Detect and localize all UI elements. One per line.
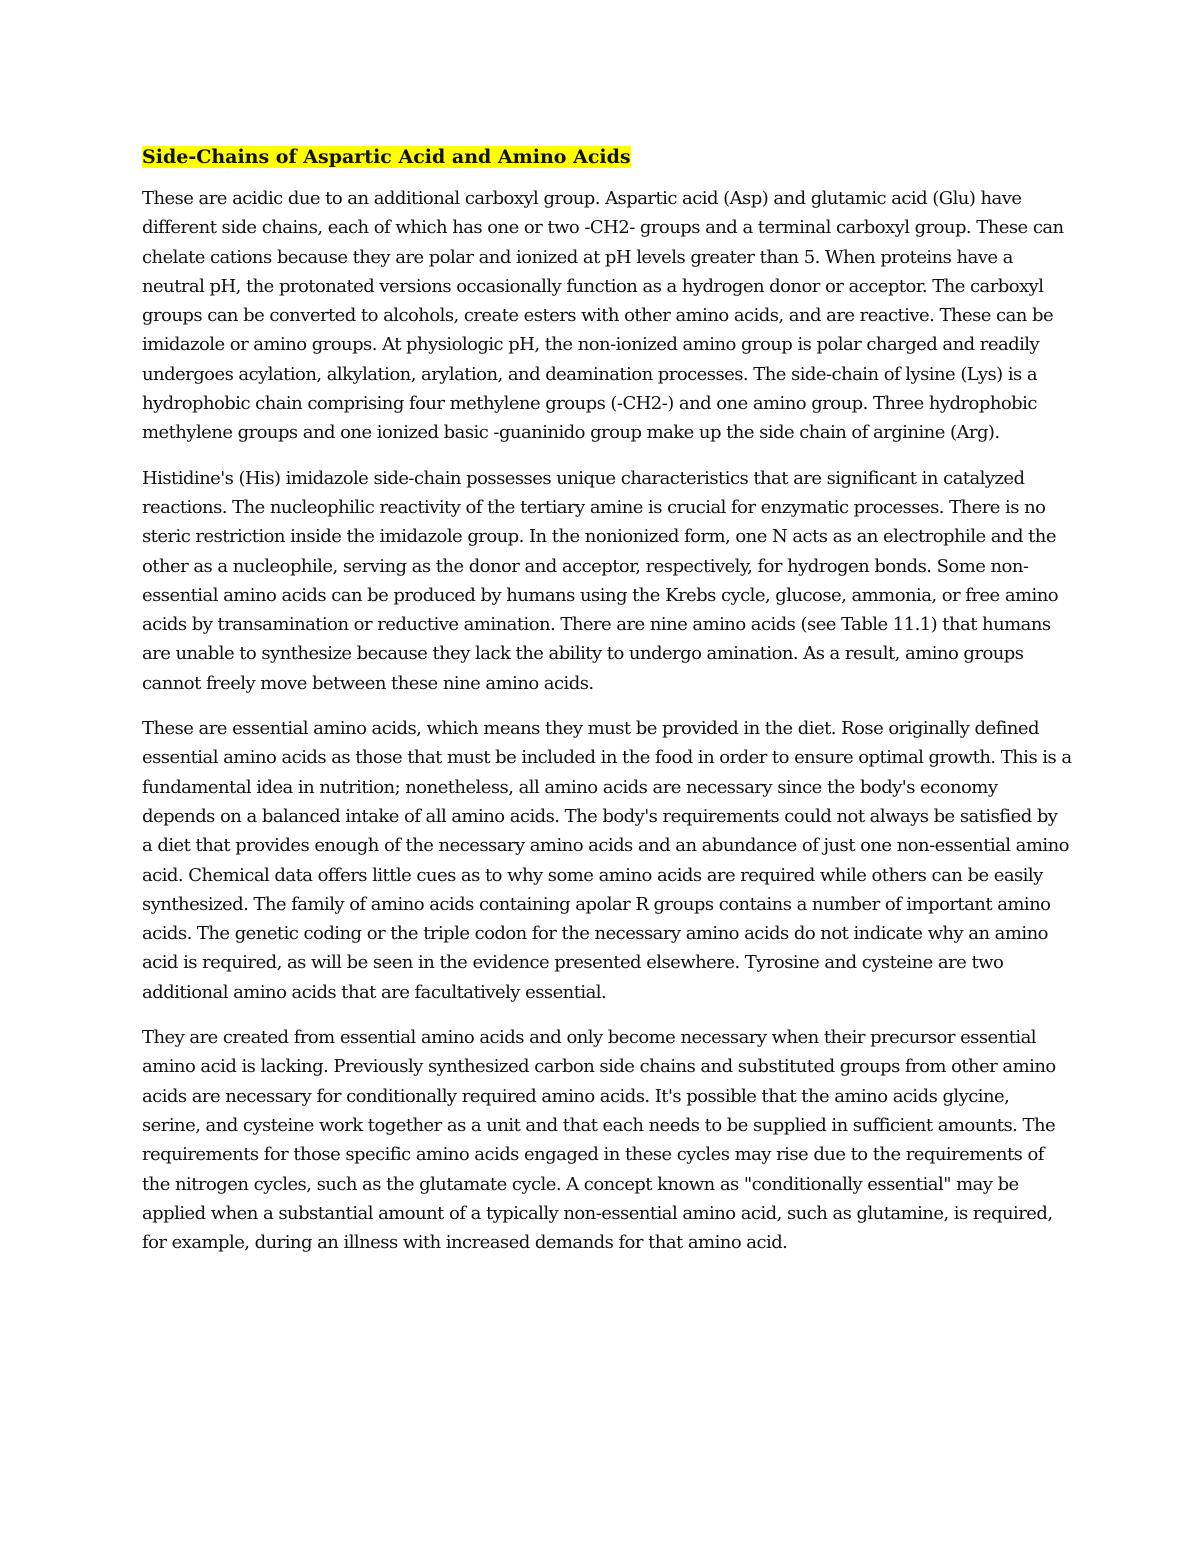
paragraph-1: These are acidic due to an additional carboxyl group. Aspartic acid (Asp) and glutamic acid (Glu) have different side chains, each of which has one or two -CH2- groups and a terminal carboxyl group. These can chelate cations because they are polar and ionized at pH levels greater than 5. When proteins have a neutral pH, the protonated versions occasionally function as a hydrogen donor or acceptor. The carboxyl groups can be converted to alcohols, create esters with other amino acids, and are reactive. These can be imidazole or amino groups. At physiologic pH, the non-ionized amino group is polar charged and readily undergoes acylation, alkylation, arylation, and deamination processes. The side-chain of lysine (Lys) is a hydrophobic chain comprising four methylene groups (-CH2-) and one amino group. Three hydrophobic methylene groups and one ionized basic -guaninido group make up the side chain of arginine (Arg). xyxy=(142,188,1064,444)
paragraph-2: Histidine's (His) imidazole side-chain possesses unique characteristics that are significant in catalyzed reactions. The nucleophilic reactivity of the tertiary amine is crucial for enzymatic processes. There is no steric restriction inside the imidazole group. In the nonionized form, one N acts as an electrophile and the other as a nucleophile, serving as the donor and acceptor, respectively, for hydrogen bonds. Some non-essential amino acids can be produced by humans using the Krebs cycle, glucose, ammonia, or free amino acids by transamination or reductive amination. There are nine amino acids (see Table 11.1) that humans are unable to synthesize because they lack the ability to undergo amination. As a result, amino groups cannot freely move between these nine amino acids. xyxy=(142,467,1059,694)
document-body xyxy=(142,140,1072,1273)
document-heading xyxy=(142,140,1072,174)
paragraph-3: These are essential amino acids, which means they must be provided in the diet. Rose originally defined essential amino acids as those that must be included in the food in order to ensure optimal growth. This is a fundamental idea in nutrition; nonetheless, all amino acids are necessary since the body's economy depends on a balanced intake of all amino acids. The body's requirements could not always be satisfied by a diet that provides enough of the necessary amino acids and an abundance of just one non-essential amino acid. Chemical data offers little cues as to why some amino acids are required while others can be easily synthesized. The family of amino acids containing apolar R groups contains a number of important amino acids. The genetic coding or the triple codon for the necessary amino acids do not indicate why an amino acid is required, as will be seen in the evidence presented elsewhere. Tyrosine and cysteine are two additional amino acids that are facultatively essential. xyxy=(142,718,1072,1003)
paragraph-4: They are created from essential amino acids and only become necessary when their precursor essential amino acid is lacking. Previously synthesized carbon side chains and substituted groups from other amino acids are necessary for conditionally required amino acids. It's possible that the amino acids glycine, serine, and cysteine work together as a unit and that each needs to be supplied in sufficient amounts. The requirements for those specific amino acids engaged in these cycles may rise due to the requirements of the nitrogen cycles, such as the glutamate cycle. A concept known as "conditionally essential" may be applied when a substantial amount of a typically non-essential amino acid, such as glutamine, is required, for example, during an illness with increased demands for that amino acid. xyxy=(142,1027,1056,1254)
highlighted-heading-text: Side-Chains of Aspartic Acid and Amino Acids xyxy=(142,146,631,168)
